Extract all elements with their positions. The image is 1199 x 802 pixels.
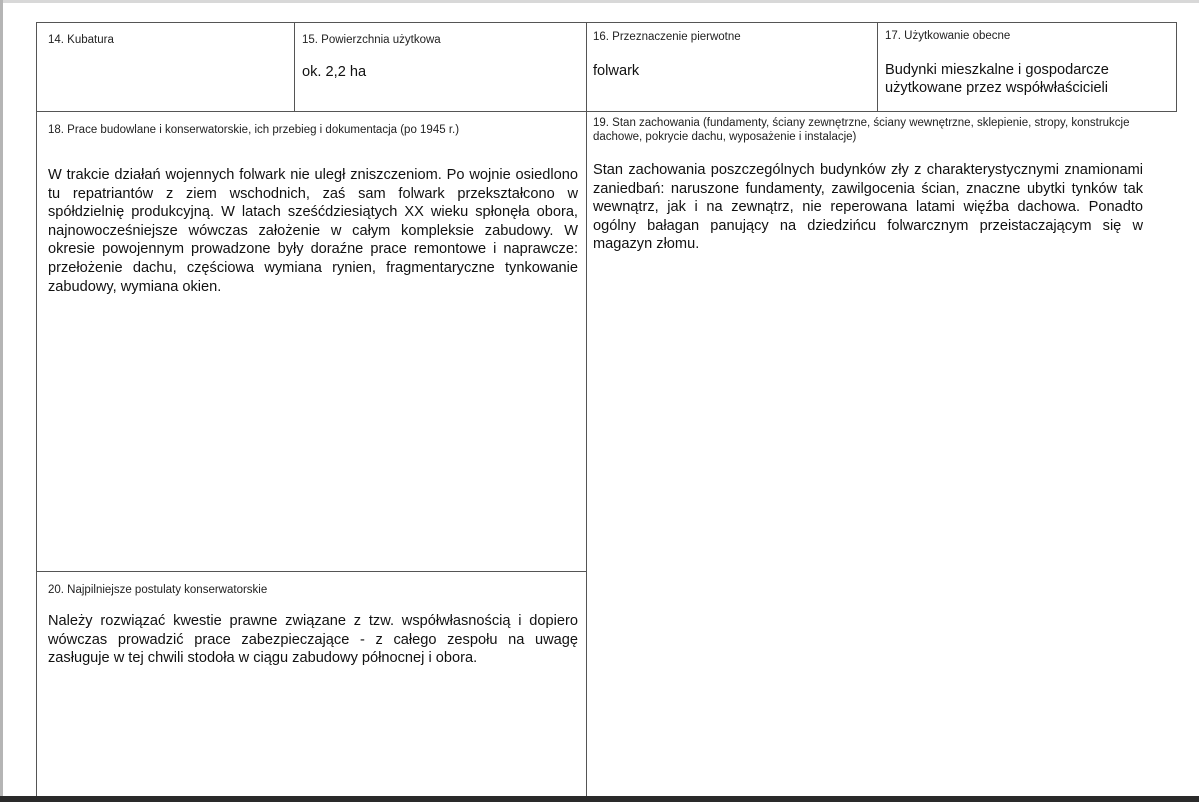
grid-line-col2 <box>586 22 587 796</box>
grid-line-left <box>36 22 37 796</box>
field-kubatura-label: 14. Kubatura <box>48 34 114 46</box>
grid-line-row1-bottom <box>36 111 1177 112</box>
section-stan-label: 19. Stan zachowania (fundamenty, ściany zewnętrzne, ściany wewnętrzne, sklepienie, stropy, konstrukcje dachowe, pokrycie dachu, wyposażenie i instalacje) <box>593 117 1130 143</box>
scan-edge-left <box>0 0 3 802</box>
field-powierzchnia-value: ok. 2,2 ha <box>302 64 367 80</box>
section-stan-text: Stan zachowania poszczególnych budynków zły z charakterystycznymi znamionami zaniedbań: naruszone fundamenty, zawilgocenia ścian, znaczne ubytki tynków tak wewnątrz, jak i na zewnątrz, nie reperowana latami więźba dachowa. Ponadto ogólny bałagan panujący na dziedzińcu folwarcznym przeistaczającym się w magazyn złomu. <box>593 162 1143 253</box>
section-postulaty-text: Należy rozwiązać kwestie prawne związane z tzw. współwłasnością i dopiero wówczas prowadzić prace zabezpieczające - z całego zespołu na uwagę zasługuje w tej chwili stodoła w ciągu zabudowy północnej i obora. <box>48 613 578 667</box>
grid-line-top <box>36 22 1177 23</box>
section-prace-text: W trakcie działań wojennych folwark nie uległ zniszczeniom. Po wojnie osiedlono tu repatriantów z ziem wschodnich, zaś sam folwark przekształcono w spółdzielnię produkcyjną. W latach sześćdziesiątych XX wieku spłonęła obora, najnowocześniejsze wówczas założenie w całym kompleksie zabudowy. W okresie powojennym prowadzone były doraźne prace remontowe i naprawcze: przełożenie dachu, częściowa wymiana rynien, fragmentaryczne tynkowanie zabudowy, wymiana okien. <box>48 167 578 295</box>
grid-line-col3 <box>877 22 878 111</box>
section-prace-label: 18. Prace budowlane i konserwatorskie, ich przebieg i dokumentacja (po 1945 r.) <box>48 124 460 136</box>
field-przeznaczenie-value: folwark <box>593 63 640 79</box>
field-powierzchnia-label: 15. Powierzchnia użytkowa <box>302 34 441 46</box>
grid-line-col1 <box>294 22 295 111</box>
grid-line-section18-bottom <box>36 571 587 572</box>
scan-edge-top <box>0 0 1199 3</box>
section-postulaty-label: 20. Najpilniejsze postulaty konserwatorskie <box>48 584 268 596</box>
field-uzytkowanie-value: Budynki mieszkalne i gospodarcze użytkowane przez współwłaścicieli <box>885 62 1109 96</box>
field-uzytkowanie-label: 17. Użytkowanie obecne <box>885 30 1011 42</box>
scan-edge-bottom <box>0 796 1199 802</box>
field-przeznaczenie-label: 16. Przeznaczenie pierwotne <box>593 31 741 43</box>
grid-line-right <box>1176 22 1177 111</box>
